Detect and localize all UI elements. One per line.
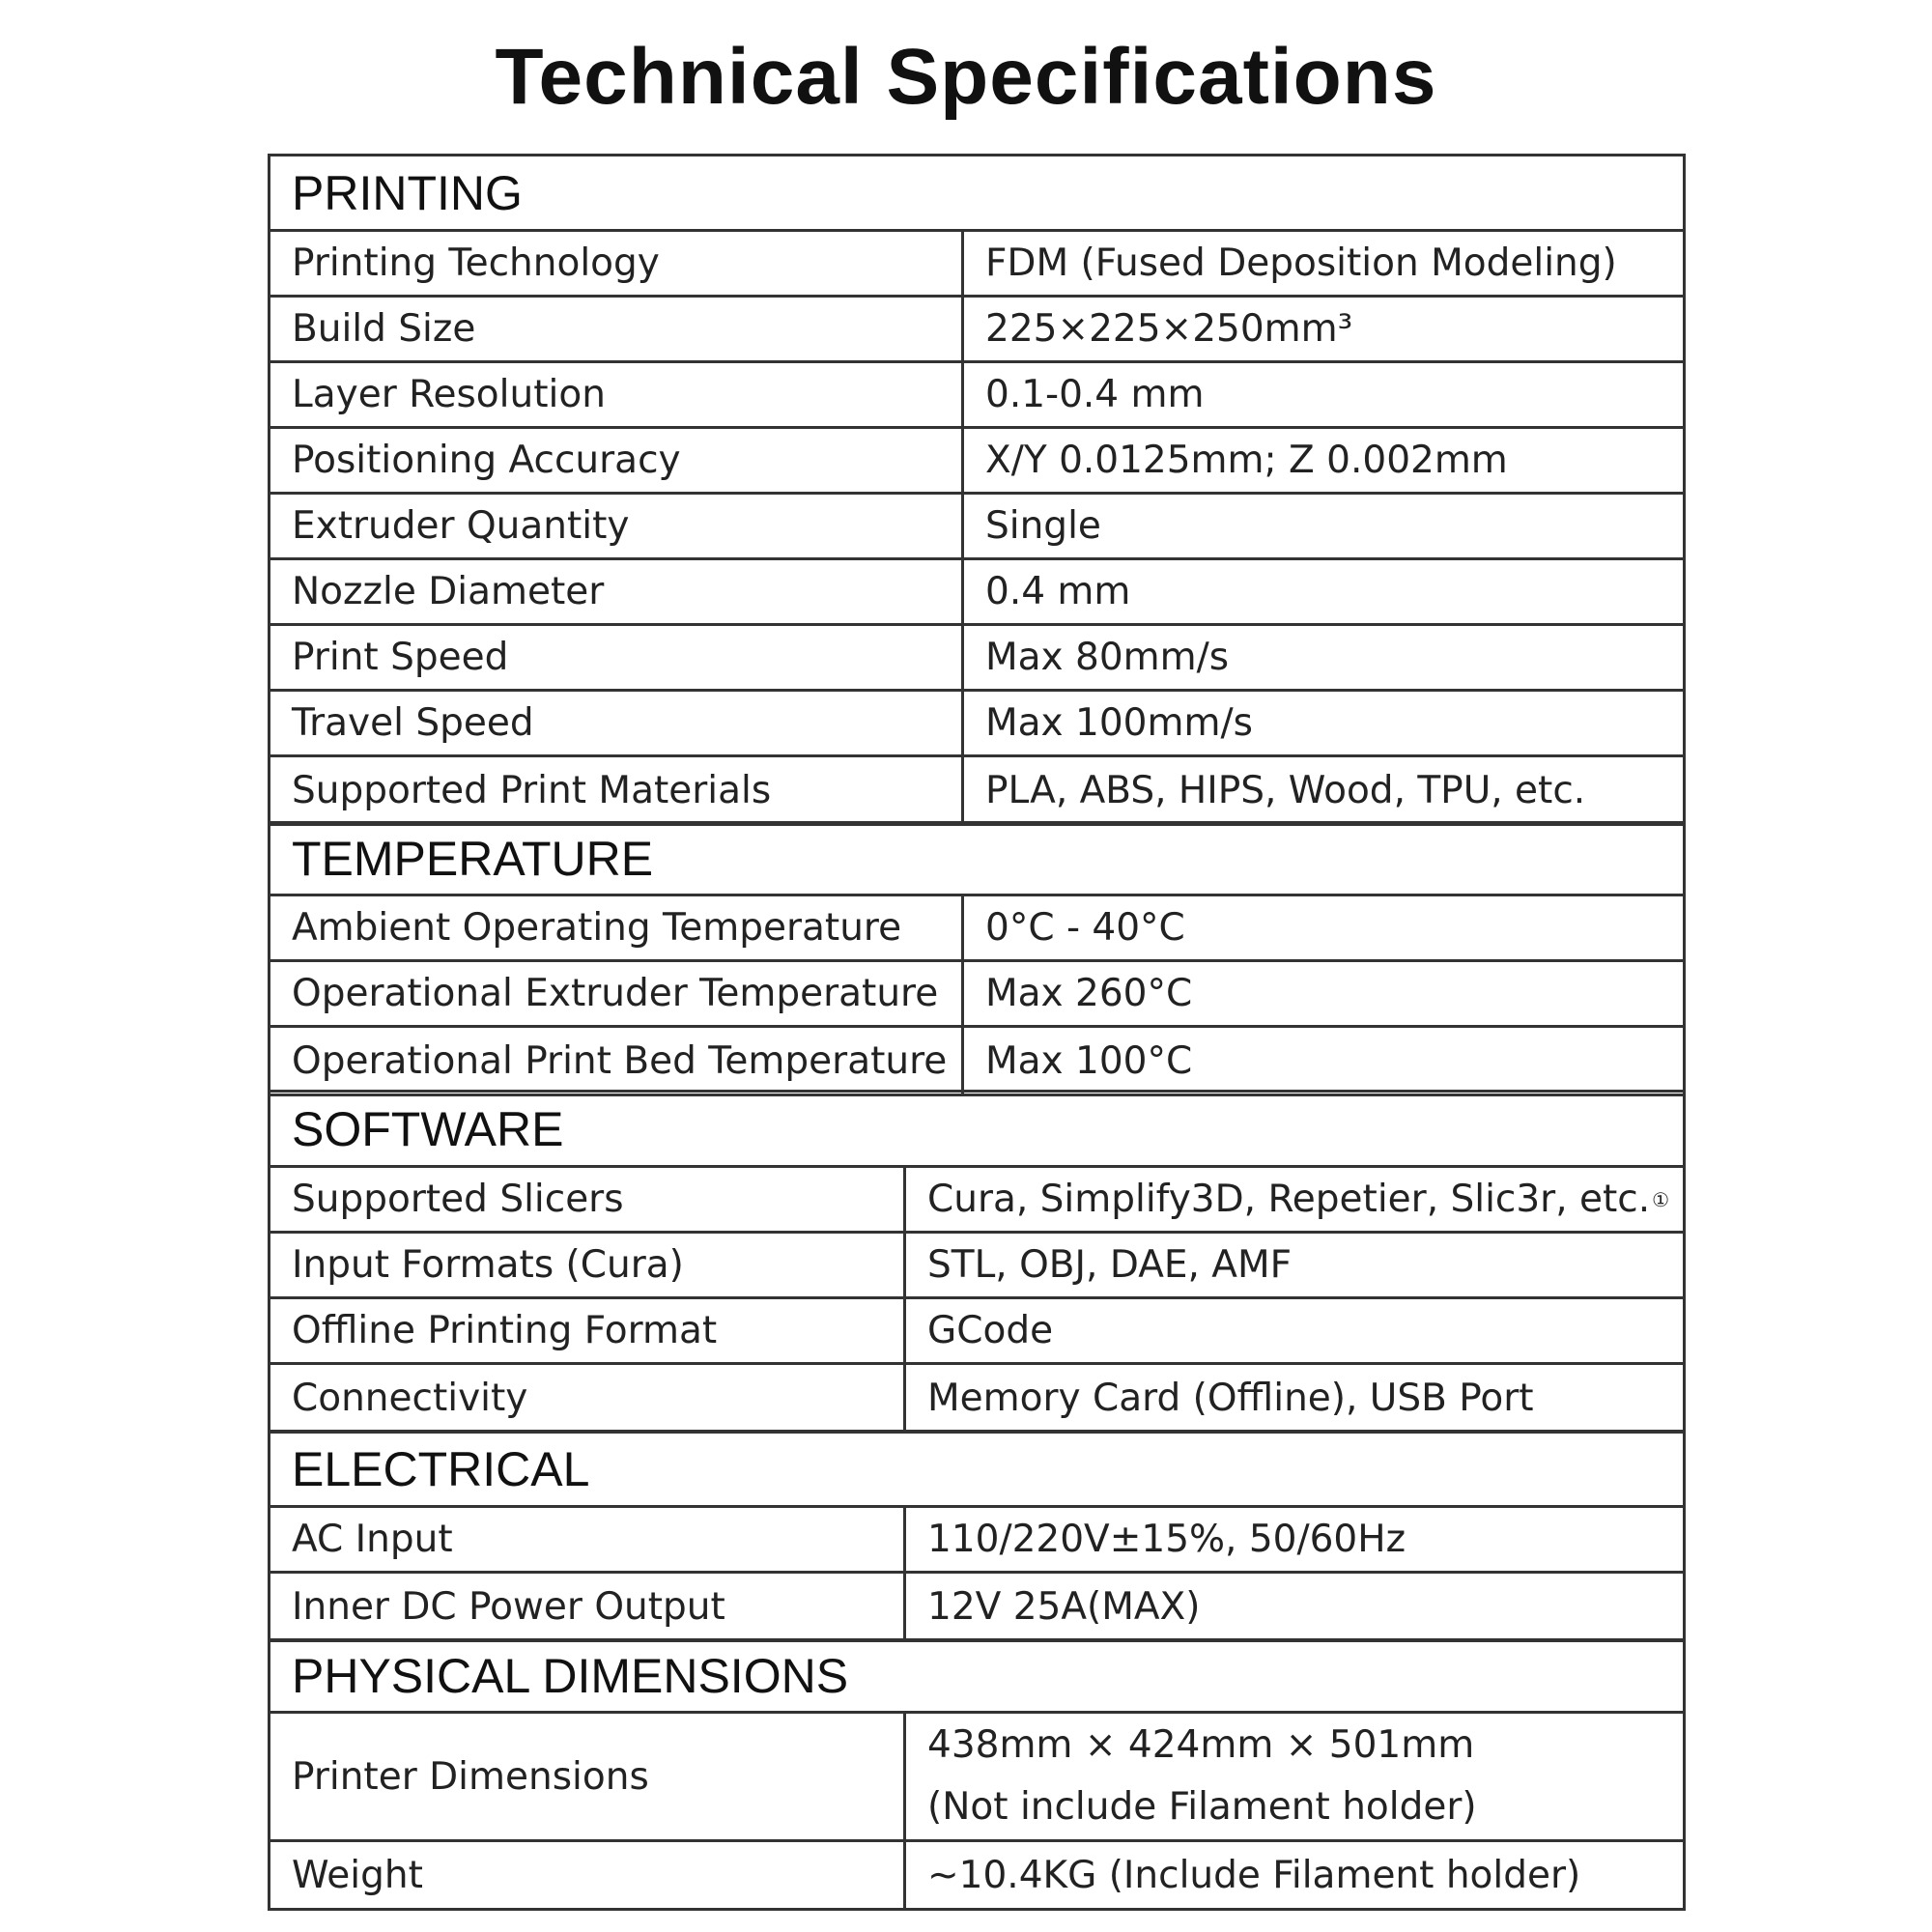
spec-label: Supported Slicers [270,1168,906,1231]
section-heading: PRINTING [270,156,1683,232]
table-row [270,1574,1683,1639]
table-row [270,1508,1683,1574]
spec-value-text: Cura, Simplify3D, Repetier, Slic3r, etc. [927,1178,1651,1221]
spec-value: Max 260°C [985,972,1193,1015]
spec-label: Printer Dimensions [270,1714,906,1839]
table-row [270,363,1683,429]
spec-value: 0.4 mm [985,570,1131,613]
table-row [270,692,1683,757]
spec-label: Extruder Quantity [270,495,964,557]
table-row [270,495,1683,560]
spec-label: Printing Technology [270,232,964,295]
spec-value: 0.1-0.4 mm [985,373,1205,416]
section-physical-dimensions [268,1638,1686,1911]
spec-label: Operational Print Bed Temperature [270,1028,964,1094]
spec-label: Layer Resolution [270,363,964,426]
spec-label: Positioning Accuracy [270,429,964,492]
section-heading: PHYSICAL DIMENSIONS [270,1641,1683,1714]
table-row [270,232,1683,298]
spec-value: X/Y 0.0125mm; Z 0.002mm [985,439,1508,482]
spec-value: 110/220V±15%, 50/60Hz [927,1518,1406,1561]
table-row [270,1365,1683,1431]
table-row [270,1234,1683,1299]
spec-value: Single [985,504,1101,548]
table-row [270,626,1683,692]
spec-label: Nozzle Diameter [270,560,964,623]
table-row [270,1028,1683,1094]
spec-value: 225×225×250mm³ [985,307,1353,351]
spec-label: Print Speed [270,626,964,689]
spec-label: Build Size [270,298,964,360]
spec-value: STL, OBJ, DAE, AMF [927,1243,1293,1287]
spec-value: 0°C - 40°C [985,906,1185,950]
spec-value: Memory Card (Offline), USB Port [927,1376,1534,1420]
spec-value-line: (Not include Filament holder) [927,1785,1477,1829]
table-row [270,429,1683,495]
table-row [270,1714,1683,1842]
footnote-marker: ① [1652,1187,1670,1211]
spec-value: GCode [927,1309,1054,1352]
section-heading: ELECTRICAL [270,1433,1683,1508]
page-title: Technical Specifications [495,33,1437,121]
spec-value: Max 100°C [985,1038,1193,1083]
section-temperature [268,821,1686,1096]
spec-label: Weight [270,1842,906,1908]
spec-label: Travel Speed [270,692,964,754]
spec-label: Offline Printing Format [270,1299,906,1362]
table-row [270,560,1683,626]
spec-value: ~10.4KG (Include Filament holder) [927,1853,1581,1897]
table-row [270,1842,1683,1908]
spec-value: Max 80mm/s [985,636,1230,679]
spec-label: Input Formats (Cura) [270,1234,906,1296]
spec-value: FDM (Fused Deposition Modeling) [985,242,1617,285]
section-heading: SOFTWARE [270,1093,1683,1168]
spec-value: 12V 25A(MAX) [927,1584,1201,1629]
table-row [270,1168,1683,1234]
section-software [268,1090,1686,1434]
table-row [270,962,1683,1028]
spec-label: Operational Extruder Temperature [270,962,964,1025]
section-printing [268,154,1686,826]
spec-label: Connectivity [270,1365,906,1431]
spec-label: AC Input [270,1508,906,1571]
table-row [270,896,1683,962]
spec-value: PLA, ABS, HIPS, Wood, TPU, etc. [985,768,1586,812]
table-row [270,757,1683,823]
spec-value: Max 100mm/s [985,701,1253,745]
table-row [270,298,1683,363]
spec-label: Inner DC Power Output [270,1574,906,1639]
section-electrical [268,1430,1686,1642]
spec-value-line: 438mm × 424mm × 501mm [927,1723,1475,1767]
spec-value [906,1168,1683,1231]
table-row [270,1299,1683,1365]
section-heading: TEMPERATURE [270,824,1683,896]
spec-label: Ambient Operating Temperature [270,896,964,959]
spec-value [906,1714,1683,1839]
spec-label: Supported Print Materials [270,757,964,823]
